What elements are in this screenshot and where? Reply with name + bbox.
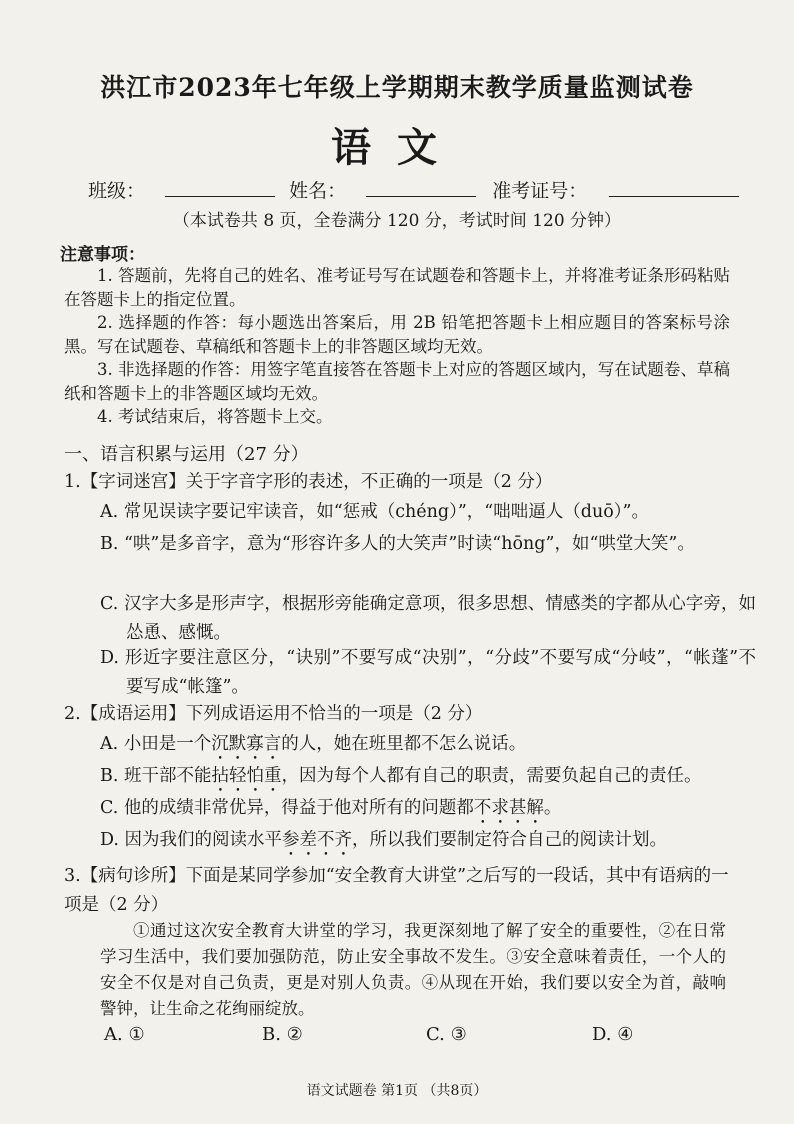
question-2-option-b bbox=[100, 762, 756, 796]
exam-title: 洪江市2023年七年级上学期期末教学质量监测试卷 bbox=[100, 73, 694, 102]
student-info-fields bbox=[88, 176, 739, 203]
notice-item-1: 1. 答题前，先将自己的姓名、准考证号写在试题卷和答题卡上，并将准考证条形码粘贴在答题卡上的指定位置。 bbox=[64, 266, 730, 309]
page-footer: 语文试题卷 第1页 （共8页） bbox=[306, 1083, 488, 1099]
question-1-option-c: C. 汉字大多是形声字，根据形旁能确定意项，很多思想、情感类的字都从心字旁，如怂恿、感慨。 bbox=[100, 594, 756, 643]
option-text: 的人，她在班里都不怎么说话。 bbox=[281, 734, 527, 754]
notice-item-2: 2. 选择题的作答：每小题选出答案后，用 2B 铅笔把答题卡上相应题目的答案标号涂黑。写在试题卷、草稿纸和答题卡上的非答题区域均无效。 bbox=[64, 313, 730, 356]
section-heading: 一、语言积累与运用（27 分） bbox=[64, 444, 309, 465]
question-1-option-d: D. 形近字要注意区分，“诀别”不要写成“决别”，“分歧”不要写成“分岐”，“帐蓬”不要写成“帐篷”。 bbox=[100, 648, 756, 697]
option-text: D. 因为我们的阅读水平 bbox=[100, 830, 283, 850]
idiom: 沉默寡言 bbox=[211, 734, 282, 754]
idiom: 不求甚解 bbox=[473, 798, 544, 818]
question-3-option-d: D. ④ bbox=[592, 1024, 634, 1045]
question-1-option-a: A. 常见误读字要记牢读音，如“惩戒（chéng）”，“咄咄逼人（duō）”。 bbox=[100, 502, 649, 522]
question-3-option-a: A. ① bbox=[104, 1024, 145, 1045]
notice-item-3: 3. 非选择题的作答：用签字笔直接答在答题卡上对应的答题区域内，写在试题卷、草稿纸和答题卡上的非答题区域均无效。 bbox=[64, 360, 730, 403]
idiom: 参差不齐 bbox=[282, 830, 353, 850]
exam-note: （本试卷共 8 页，全卷满分 120 分，考试时间 120 分钟） bbox=[172, 211, 622, 231]
question-2-option-a bbox=[100, 730, 756, 764]
notice-item-4: 4. 考试结束后，将答题卡上交。 bbox=[97, 407, 333, 426]
exam-id-label: 准考证号： bbox=[492, 180, 588, 202]
question-2-stem: 2.【成语运用】下列成语运用不恰当的一项是（2 分） bbox=[64, 704, 483, 724]
question-3-option-c: C. ③ bbox=[426, 1024, 467, 1045]
question-2-option-d bbox=[100, 826, 756, 860]
question-3-passage: ①通过这次安全教育大讲堂的学习，我更深刻地了解了安全的重要性，②在日常学习生活中，我们要加强防范，防止安全事故不发生。③安全意味着责任，一个人的安全不仅是对自己负责，更是对别人负责。④从现在开始，我们要以安全为首，敲响警钟，让生命之花绚丽绽放。 bbox=[100, 921, 726, 1018]
notice-heading: 注意事项： bbox=[60, 245, 145, 265]
class-blank bbox=[165, 180, 275, 197]
question-3-option-b: B. ② bbox=[262, 1024, 303, 1045]
subject-title: 语文 bbox=[331, 124, 463, 171]
option-text: ，所以我们要制定符合自己的阅读计划。 bbox=[352, 830, 668, 850]
option-text: 。 bbox=[543, 798, 562, 818]
name-blank bbox=[366, 180, 476, 197]
question-1-option-b: B. “哄”是多音字，意为“形容许多人的大笑声”时读“hōng”，如“哄堂大笑”。 bbox=[100, 534, 695, 554]
question-3-stem: 3.【病句诊所】下面是某同学参加“安全教育大讲堂”之后写的一段话，其中有语病的一项是（2 分） bbox=[64, 866, 729, 915]
option-text: A. 小田是一个 bbox=[100, 734, 212, 754]
name-label: 姓名： bbox=[289, 180, 347, 202]
exam-id-blank bbox=[609, 180, 739, 197]
option-text: B. 班干部不能 bbox=[100, 766, 212, 786]
option-text: C. 他的成绩非常优异，得益于他对所有的问题都 bbox=[100, 798, 474, 818]
idiom: 拈轻怕重 bbox=[211, 766, 282, 786]
question-2-option-c bbox=[100, 794, 756, 828]
option-text: ，因为每个人都有自己的职责，需要负起自己的责任。 bbox=[281, 766, 702, 786]
class-label: 班级： bbox=[88, 180, 146, 202]
question-1-stem: 1.【字词迷宫】关于字音字形的表述，不正确的一项是（2 分） bbox=[64, 472, 553, 492]
